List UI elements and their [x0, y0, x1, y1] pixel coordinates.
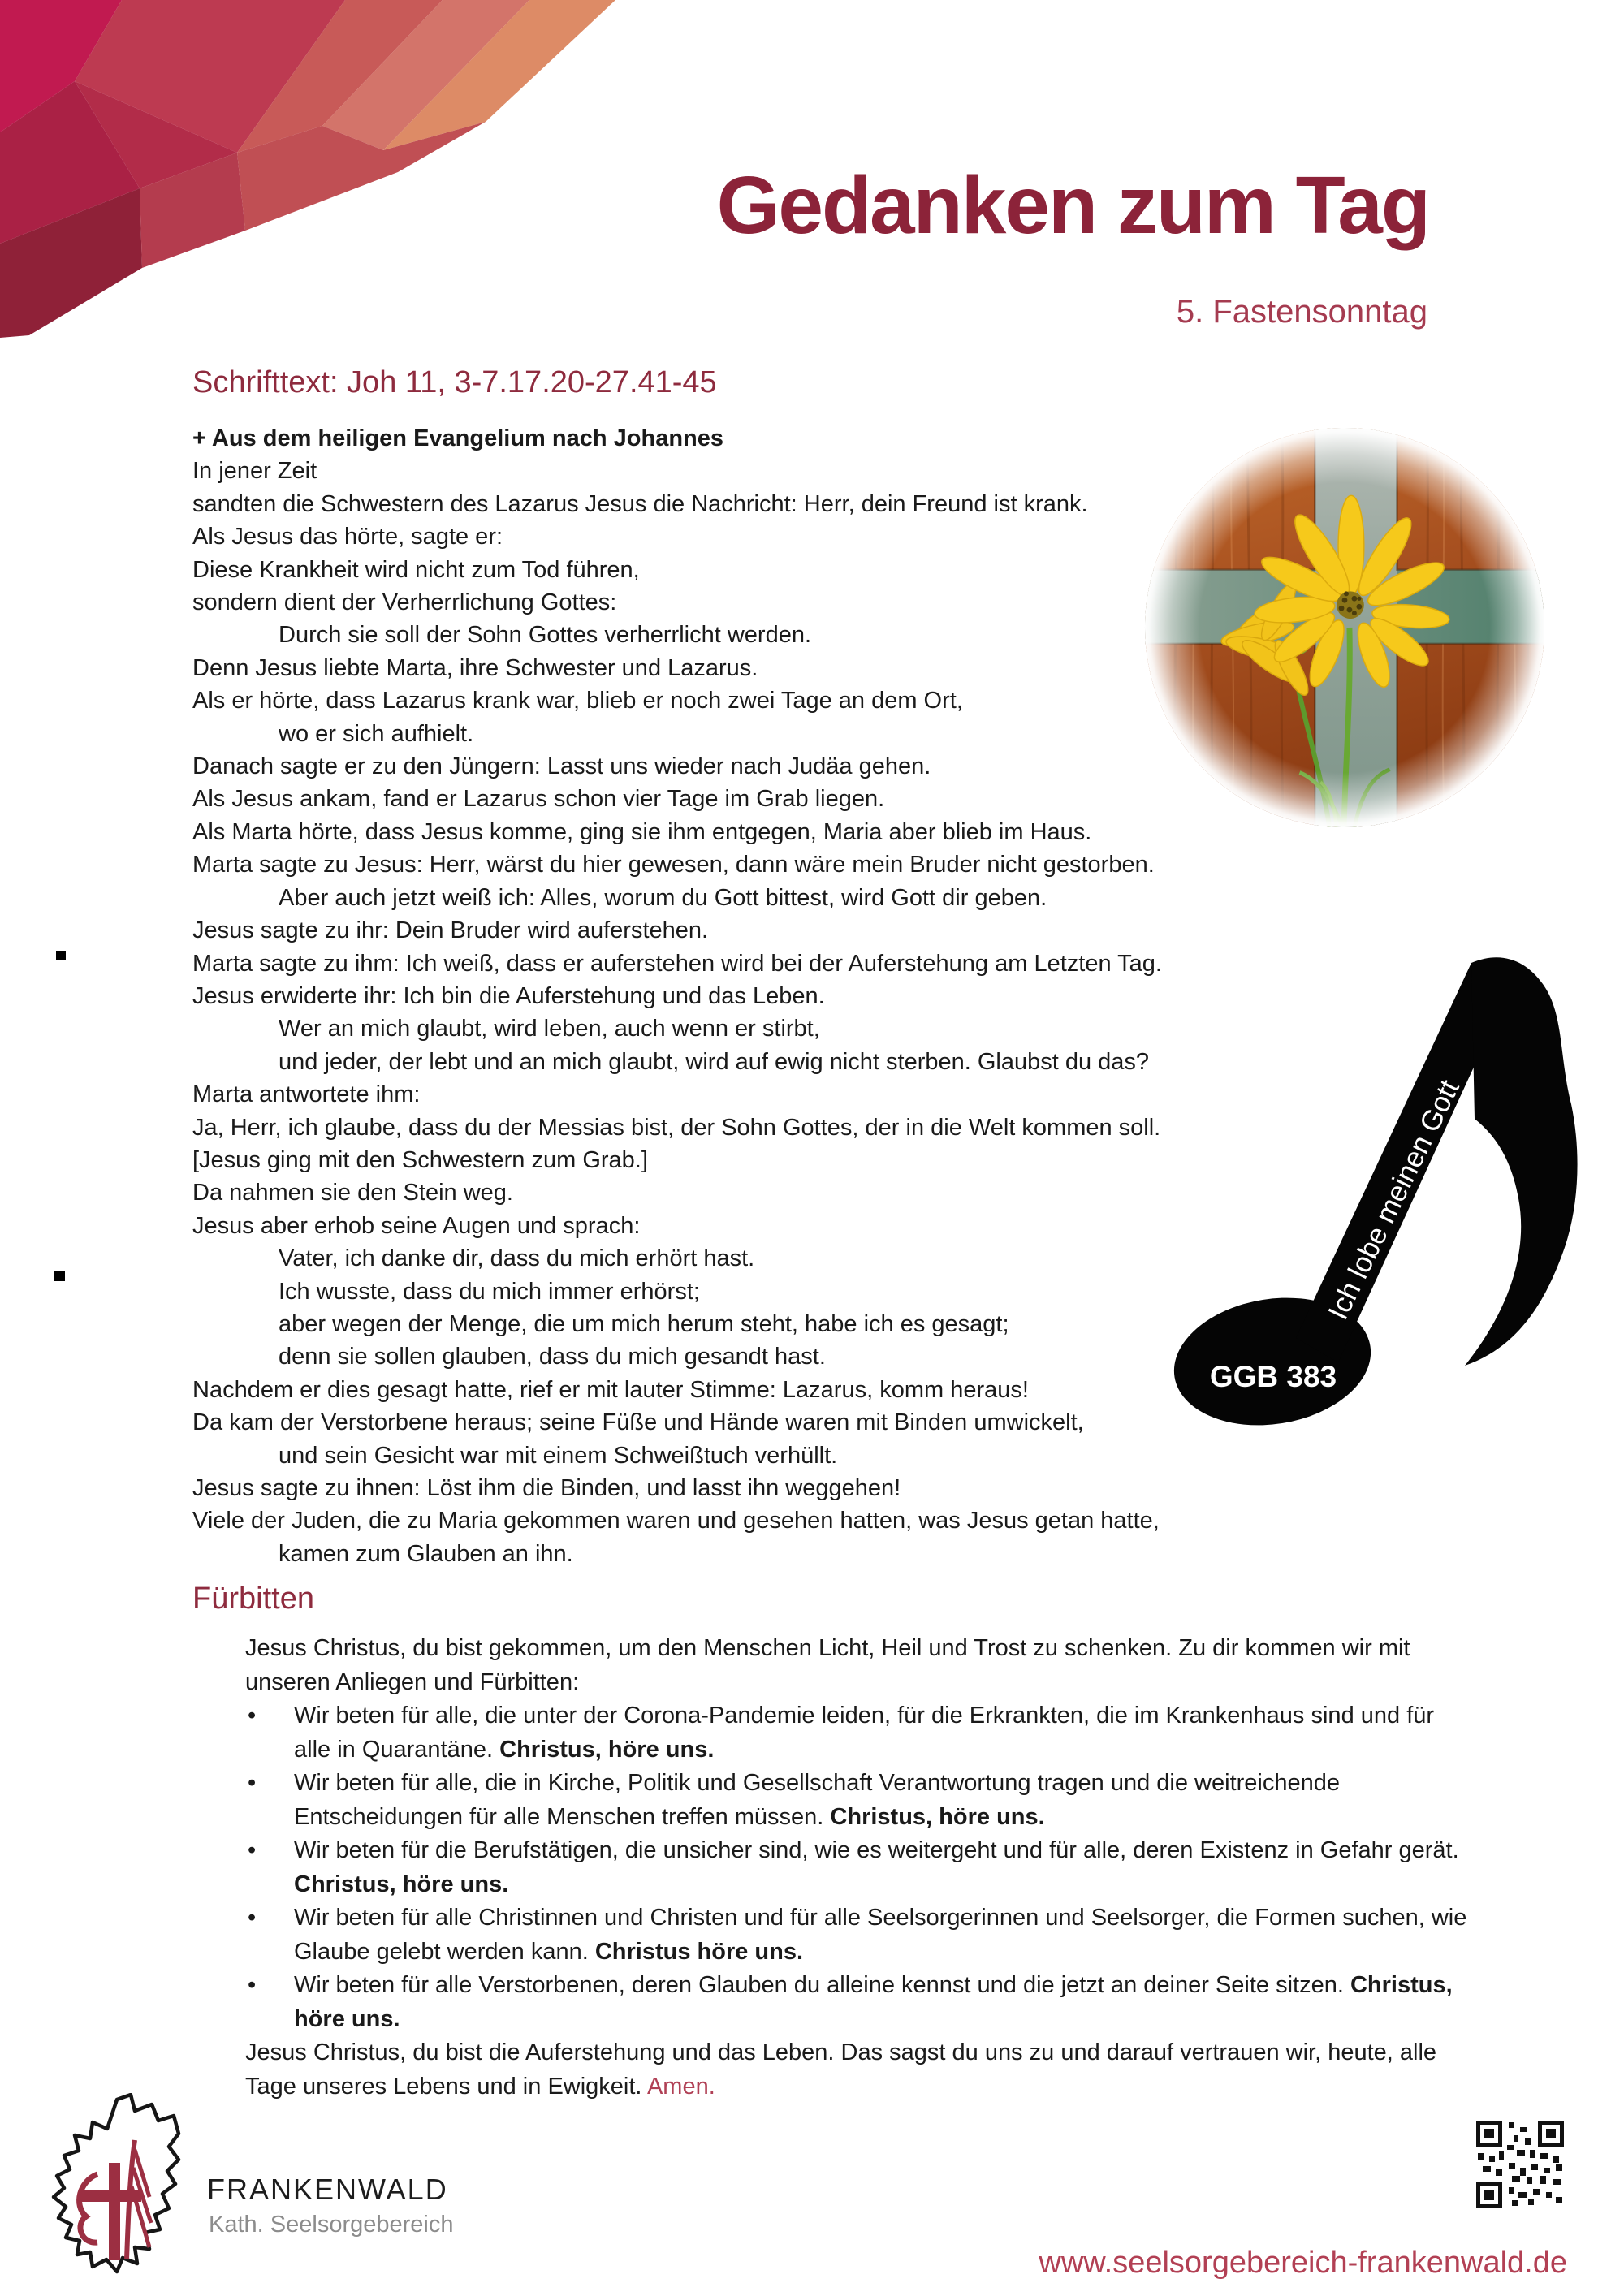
website-url: www.seelsorgebereich-frankenwald.de [1039, 2246, 1567, 2280]
scripture-line: Marta sagte zu ihm: Ich weiß, dass er auferstehen wird bei der Auferstehung am Letzten Tag. [192, 950, 1162, 977]
scripture-heading: Schrifttext: Joh 11, 3-7.17.20-27.41-45 [192, 365, 717, 399]
scripture-line: Als Marta hörte, dass Jesus komme, ging sie ihm entgegen, Maria aber blieb im Haus. [192, 818, 1092, 845]
org-subtitle: Kath. Seelsorgebereich [209, 2212, 454, 2238]
org-name: FRANKENWALD [207, 2173, 448, 2206]
page-title: Gedanken zum Tag [716, 160, 1429, 251]
scripture-line: Als er hörte, dass Lazarus krank war, blieb er noch zwei Tage an dem Ort, [192, 688, 963, 714]
scripture-text [192, 422, 1162, 1570]
scripture-line: wo er sich aufhielt. [279, 720, 474, 747]
scripture-line: kamen zum Glauben an ihn. [279, 1540, 573, 1567]
intercession-item [245, 1901, 1467, 1969]
scripture-line: Jesus erwiderte ihr: Ich bin die Auferstehung und das Leben. [192, 982, 825, 1009]
intercession-response: Christus, höre uns. [830, 1803, 1045, 1830]
note-song-title: Ich lobe meinen Gott [1322, 1075, 1466, 1325]
scripture-line: Aber auch jetzt weiß ich: Alles, worum du Gott bittest, wird Gott dir geben. [279, 884, 1047, 911]
scripture-line: Viele der Juden, die zu Maria gekommen waren und gesehen hatten, was Jesus getan hatte, [192, 1508, 1160, 1534]
closing-text: Jesus Christus, du bist die Auferstehung und das Leben. Das sagst du uns zu und darauf vertrauen wir, heute, alle Tage unseres Lebens und in Ewigkeit. [245, 2039, 1437, 2100]
intercession-response: Christus, höre uns. [499, 1736, 715, 1763]
scripture-line: aber wegen der Menge, die um mich herum steht, habe ich es gesagt; [279, 1310, 1009, 1337]
corner-polygon-decoration [0, 0, 625, 373]
intercessions-list [245, 1699, 1467, 2036]
intercessions-block [245, 1632, 1467, 2104]
intercession-text: Wir beten für alle, die unter der Corona-Pandemie leiden, für die Erkrankten, die im Krankenhaus sind und für alle in Quarantäne. [294, 1703, 1435, 1763]
scripture-line: Da kam der Verstorbene heraus; seine Füße und Hände waren mit Binden umwickelt, [192, 1409, 1084, 1436]
intercession-response: Christus, höre uns. [294, 1871, 509, 1897]
intercessions-heading: Fürbitten [192, 1582, 314, 1616]
scripture-line: Wer an mich glaubt, wird leben, auch wenn er stirbt, [279, 1016, 820, 1042]
scripture-line: Durch sie soll der Sohn Gottes verherrlicht werden. [279, 622, 812, 649]
intercession-text: Wir beten für alle Verstorbenen, deren Glauben du alleine kennst und die jetzt an deiner Seite sitzen. [294, 1972, 1344, 1998]
scripture-line: Danach sagte er zu den Jüngern: Lasst uns wieder nach Judäa gehen. [192, 753, 931, 780]
scripture-line: Nachdem er dies gesagt hatte, rief er mit lauter Stimme: Lazarus, komm heraus! [192, 1376, 1029, 1403]
scripture-line: Als Jesus ankam, fand er Lazarus schon vier Tage im Grab liegen. [192, 786, 885, 813]
scripture-line: und jeder, der lebt und an mich glaubt, wird auf ewig nicht sterben. Glaubst du das? [279, 1048, 1150, 1075]
scripture-line: Marta antwortete ihm: [192, 1081, 421, 1108]
scripture-line: denn sie sollen glauben, dass du mich gesandt hast. [279, 1344, 826, 1370]
scripture-line: Denn Jesus liebte Marta, ihre Schwester und Lazarus. [192, 654, 758, 681]
intercession-text: Wir beten für alle, die in Kirche, Politik und Gesellschaft Verantwortung tragen und die weitreichende Entscheidungen für alle Menschen treffen müssen. [294, 1770, 1340, 1830]
scripture-line: In jener Zeit [192, 458, 317, 485]
scripture-line: Diese Krankheit wird nicht zum Tod führen, [192, 556, 640, 583]
scripture-line: Vater, ich danke dir, dass du mich erhört hast. [279, 1245, 755, 1272]
scripture-line: und sein Gesicht war mit einem Schweißtuch verhüllt. [279, 1442, 838, 1469]
cross-flower-photo [1143, 426, 1546, 829]
intercession-response: Christus höre uns. [594, 1938, 804, 1965]
scripture-line: sondern dient der Verherrlichung Gottes: [192, 589, 617, 616]
page-subtitle: 5. Fastensonntag [1176, 294, 1427, 330]
scripture-line: [Jesus ging mit den Schwestern zum Grab.] [192, 1146, 648, 1173]
scripture-line: Ich wusste, dass du mich immer erhörst; [279, 1278, 700, 1305]
intercession-item [245, 1767, 1467, 1834]
intercessions-intro: Jesus Christus, du bist gekommen, um den Menschen Licht, Heil und Trost zu schenken. Zu dir kommen wir mit unseren Anliegen und Fürbitten: [245, 1635, 1410, 1695]
scripture-line: Da nahmen sie den Stein weg. [192, 1180, 513, 1206]
intercession-item [245, 1834, 1467, 1901]
scripture-line: Als Jesus das hörte, sagte er: [192, 524, 503, 550]
margin-mark-square [54, 1271, 65, 1281]
intercession-text: Wir beten für alle Christinnen und Christen und für alle Seelsorgerinnen und Seelsorger, die Formen suchen, wie Glaube gelebt werden kann. [294, 1905, 1467, 1965]
scripture-line: sandten die Schwestern des Lazarus Jesus die Nachricht: Herr, dein Freund ist krank. [192, 490, 1088, 517]
scripture-line: Marta sagte zu Jesus: Herr, wärst du hier gewesen, dann wäre mein Bruder nicht gestorben. [192, 852, 1155, 878]
scripture-line: Jesus sagte zu ihr: Dein Bruder wird auferstehen. [192, 917, 709, 944]
scripture-line: Jesus aber erhob seine Augen und sprach: [192, 1212, 641, 1239]
intercessions-closing [245, 2036, 1467, 2104]
margin-mark-square [56, 951, 66, 960]
eighth-note-graphic [1153, 942, 1608, 1510]
intercession-text: Wir beten für die Berufstätigen, die unsicher sind, wie es weitergeht und für alle, deren Existenz in Gefahr gerät. [294, 1837, 1459, 1863]
intercession-item [245, 1699, 1467, 1767]
amen-text: Amen. [646, 2073, 715, 2100]
intercession-response: Christus, höre uns. [294, 1972, 1453, 2032]
scripture-line: + Aus dem heiligen Evangelium nach Johannes [192, 425, 724, 451]
note-number-badge: GGB 383 [1209, 1360, 1337, 1393]
frankenwald-logo [39, 2093, 211, 2290]
intercession-item [245, 1969, 1467, 2036]
qr-code [1476, 2121, 1564, 2208]
scripture-line: Jesus sagte zu ihnen: Löst ihm die Binden, und lasst ihn weggehen! [192, 1475, 901, 1501]
scripture-line: Ja, Herr, ich glaube, dass du der Messias bist, der Sohn Gottes, der in die Welt kommen soll. [192, 1114, 1161, 1141]
